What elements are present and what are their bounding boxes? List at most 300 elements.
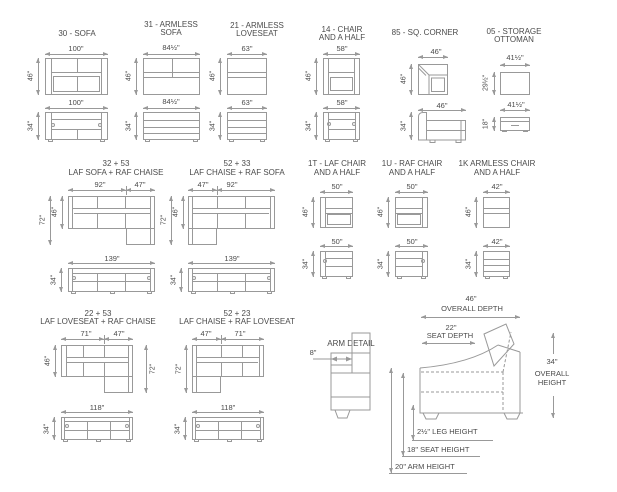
seat-line xyxy=(484,265,509,266)
laf-chaise-raf-sofa-w1-dim xyxy=(188,190,217,191)
divider-line xyxy=(172,59,173,77)
armless-loveseat-top-view xyxy=(227,58,267,95)
foot xyxy=(230,291,235,294)
raf-chair-front-height-dim xyxy=(388,251,389,277)
seat-line xyxy=(192,213,269,214)
foot xyxy=(145,139,150,142)
leg-height-dim xyxy=(413,405,414,440)
raf-chair-front-height-label: 34" xyxy=(377,258,385,270)
laf-chaise-raf-sofa-w2-dim xyxy=(217,190,275,191)
armless-sofa-top-view xyxy=(143,58,200,95)
laf-chair-top-width-dim xyxy=(320,192,353,193)
foot xyxy=(191,291,196,294)
laf-loveseat-raf-chaise-front-width-dim xyxy=(61,412,133,413)
arm-circle xyxy=(352,122,356,126)
chair-half-front-view xyxy=(323,112,360,140)
arm-detail-title: ARM DETAIL xyxy=(327,339,375,348)
laf-loveseat-raf-chaise-outer-depth-label: 72" xyxy=(149,363,157,375)
sq-corner-top-width-dim xyxy=(418,57,448,58)
divider-line xyxy=(242,346,243,357)
armless-chair-front-view xyxy=(483,251,510,277)
seat-line xyxy=(67,362,129,363)
laf-loveseat-raf-chaise-title-line1: 22 + 53 xyxy=(84,309,112,318)
armless-chair-front-width-dim xyxy=(483,246,510,247)
storage-ottoman-top-depth-dim xyxy=(494,72,495,95)
handle-line xyxy=(511,125,519,126)
laf-loveseat-raf-chaise-w2-dim xyxy=(104,339,133,340)
laf-chair-front-height-label: 34" xyxy=(302,258,310,270)
laf-chaise-raf-sofa-front-view xyxy=(188,268,275,292)
laf-chair-top-depth-label: 46" xyxy=(302,206,310,218)
seat-line xyxy=(192,281,272,282)
divider-line xyxy=(217,273,218,291)
foot xyxy=(346,276,351,279)
sofa-front-height-dim xyxy=(38,112,39,140)
divider-line xyxy=(125,197,126,208)
armless-loveseat-top-width-label: 63" xyxy=(241,44,253,53)
back-line xyxy=(325,208,352,209)
divider-line xyxy=(104,362,105,376)
laf-chaise-raf-loveseat-chaise-ext xyxy=(192,377,221,393)
sofa-front-width-dim xyxy=(45,108,108,109)
raf-chair-top-depth-label: 46" xyxy=(377,206,385,218)
divider-line xyxy=(97,273,98,291)
laf-loveseat-raf-chaise-inner-depth-dim xyxy=(55,345,56,377)
laf-chaise-raf-sofa-title-line1: 52 + 33 xyxy=(223,159,251,168)
overall-height-label-line1: OVERALL xyxy=(534,369,570,378)
laf-chaise-raf-sofa-front-height-label: 34" xyxy=(170,274,178,286)
sofa-front-width-label: 100" xyxy=(68,98,84,107)
foot xyxy=(353,139,358,142)
laf-chaise-raf-loveseat-front-width-label: 118" xyxy=(220,403,236,412)
chair-half-top-depth-dim xyxy=(316,58,317,95)
laf-chaise-raf-loveseat-front-height-label: 34" xyxy=(174,423,182,435)
armless-loveseat-top-depth-label: 46" xyxy=(209,70,217,82)
back-line xyxy=(64,421,130,422)
arm-circle xyxy=(147,276,151,280)
armless-sofa-front-width-label: 84½" xyxy=(162,97,180,106)
divider-line xyxy=(87,421,88,439)
armless-sofa-title-line1: 31 - ARMLESS xyxy=(144,20,198,29)
sofa-top-depth-dim xyxy=(38,58,39,95)
armless-chair-title-line1: 1K ARMLESS CHAIR xyxy=(458,159,536,168)
foot xyxy=(325,139,330,142)
chair-half-front-height-label: 34" xyxy=(305,120,313,132)
laf-chair-front-width-dim xyxy=(320,246,353,247)
laf-chaise-raf-sofa-front-width-dim xyxy=(188,263,275,264)
seat-line xyxy=(396,266,423,267)
laf-chair-title-line2: AND A HALF xyxy=(313,168,361,177)
back-line xyxy=(72,208,150,209)
foot xyxy=(229,139,234,142)
divider-line xyxy=(245,197,246,208)
storage-ottoman-top-depth-label: 29½" xyxy=(482,74,490,92)
laf-sofa-raf-chaise-title-line2: LAF SOFA + RAF CHAISE xyxy=(68,168,164,177)
arm-line xyxy=(192,229,193,244)
seat-line xyxy=(228,127,266,128)
storage-ottoman-top-view xyxy=(500,72,530,95)
raf-chair-front-width-label: 50" xyxy=(406,237,418,246)
arm-circle xyxy=(196,424,200,428)
seat-line xyxy=(195,430,261,431)
arm-circle xyxy=(65,424,69,428)
laf-chair-top-view xyxy=(320,197,353,228)
storage-ottoman-front-width-label: 41½" xyxy=(507,100,525,109)
laf-chaise-raf-sofa-outer-depth-dim xyxy=(171,196,172,245)
armless-loveseat-front-width-dim xyxy=(227,108,267,109)
overall-height-dim-upper xyxy=(553,333,554,354)
raf-chair-title-line2: AND A HALF xyxy=(388,168,436,177)
laf-chaise-raf-sofa-top-view xyxy=(188,196,275,229)
divider-line xyxy=(97,197,98,208)
laf-chaise-raf-loveseat-w2-dim xyxy=(221,339,264,340)
armless-chair-top-depth-label: 46" xyxy=(465,206,473,218)
arm-height-dim xyxy=(391,368,392,473)
divider-line xyxy=(77,129,78,139)
seat-line xyxy=(196,362,258,363)
storage-ottoman-front-height-label: 18" xyxy=(482,118,490,130)
back-line xyxy=(484,208,509,209)
arm-circle xyxy=(327,122,331,126)
armless-loveseat-title-line1: 21 - ARMLESS xyxy=(230,21,284,30)
armless-chair-top-width-label: 42" xyxy=(491,182,503,191)
armless-loveseat-top-depth-dim xyxy=(220,58,221,95)
foot xyxy=(421,276,426,279)
laf-chaise-raf-sofa-inner-depth-label: 46" xyxy=(172,206,180,218)
divider-line xyxy=(245,273,246,291)
rail-line xyxy=(484,271,509,272)
overall-height-label-line2: HEIGHT xyxy=(537,378,567,387)
laf-chair-front-view xyxy=(320,251,353,277)
storage-ottoman-title-line2: OTTOMAN xyxy=(494,35,534,44)
foot xyxy=(502,130,507,132)
arm-line xyxy=(196,377,197,392)
laf-chaise-raf-loveseat-w2-label: 71" xyxy=(234,329,246,338)
overall-height-value: 34" xyxy=(546,357,558,366)
foot xyxy=(147,291,152,294)
armless-sofa-front-view xyxy=(143,112,200,140)
foot xyxy=(523,130,528,132)
back-line xyxy=(72,273,152,274)
laf-loveseat-raf-chaise-w2-label: 47" xyxy=(113,329,125,338)
foot xyxy=(267,291,272,294)
armless-sofa-title-line2: SOFA xyxy=(160,28,182,37)
laf-chaise-raf-loveseat-w1-label: 47" xyxy=(200,329,212,338)
overall-depth-value: 46" xyxy=(465,294,477,303)
dim-tick xyxy=(126,186,127,195)
foot xyxy=(257,439,262,442)
dim-tick xyxy=(217,186,218,195)
laf-chaise-raf-sofa-title-line2: LAF CHAISE + RAF SOFA xyxy=(189,168,285,177)
storage-ottoman-top-width-label: 41½" xyxy=(506,53,524,62)
foot xyxy=(503,276,508,279)
laf-chair-front-width-label: 50" xyxy=(331,237,343,246)
seat-height-dim xyxy=(403,373,404,456)
laf-chaise-raf-sofa-w2-label: 92" xyxy=(226,180,238,189)
divider-line xyxy=(218,421,219,439)
seat-depth-value: 22" xyxy=(445,323,457,332)
armless-chair-front-height-dim xyxy=(476,251,477,277)
laf-loveseat-raf-chaise-top-view xyxy=(61,345,133,377)
armless-loveseat-front-view xyxy=(227,112,267,140)
arm-line xyxy=(355,113,356,139)
arm-line xyxy=(354,59,355,94)
chair-half-title-line1: 14 - CHAIR xyxy=(321,25,363,34)
back-line xyxy=(228,120,266,121)
divider-line xyxy=(217,213,218,228)
laf-sofa-raf-chaise-top-view xyxy=(68,196,155,229)
seat-line xyxy=(144,127,199,128)
laf-sofa-raf-chaise-front-height-dim xyxy=(61,268,62,292)
foot xyxy=(194,439,199,442)
armless-chair-front-height-label: 34" xyxy=(465,258,473,270)
laf-sofa-raf-chaise-outer-depth-label: 72" xyxy=(39,214,47,226)
sofa-top-view xyxy=(45,58,108,95)
laf-chaise-raf-loveseat-front-width-dim xyxy=(192,412,264,413)
cushion-box xyxy=(327,214,351,224)
back-line xyxy=(328,72,355,73)
sofa-front-view xyxy=(45,112,108,140)
laf-chair-top-depth-dim xyxy=(313,197,314,228)
arm-circle xyxy=(421,259,425,263)
foot xyxy=(96,439,101,442)
rail-line xyxy=(228,133,266,134)
seat-height-label: 18" SEAT HEIGHT xyxy=(407,445,470,454)
armless-chair-front-width-label: 42" xyxy=(491,237,503,246)
laf-loveseat-raf-chaise-w1-label: 71" xyxy=(80,329,92,338)
chair-half-top-depth-label: 46" xyxy=(305,70,313,82)
dim-tick xyxy=(221,335,222,344)
back-line xyxy=(396,208,423,209)
sq-corner-front-view xyxy=(418,112,466,144)
seat-line xyxy=(64,430,130,431)
back-line xyxy=(196,357,260,358)
laf-sofa-raf-chaise-outer-depth-dim xyxy=(50,196,51,245)
arm-line xyxy=(325,252,326,276)
foot xyxy=(63,439,68,442)
arm-detail-depth-label: 8" xyxy=(309,348,317,357)
armless-sofa-top-width-label: 84½" xyxy=(162,43,180,52)
sofa-top-depth-label: 46" xyxy=(27,70,35,82)
arm-detail-drawing xyxy=(305,331,375,423)
sq-corner-front-width-label: 46" xyxy=(436,101,448,110)
dim-tick xyxy=(104,335,105,344)
armless-loveseat-title-line2: LOVESEAT xyxy=(236,29,278,38)
laf-sofa-raf-chaise-title-line1: 32 + 53 xyxy=(102,159,130,168)
armless-chair-top-depth-dim xyxy=(476,197,477,228)
armless-sofa-front-height-dim xyxy=(136,112,137,140)
chair-half-top-width-dim xyxy=(323,54,360,55)
laf-loveseat-raf-chaise-chaise-ext xyxy=(104,377,133,393)
seat-line xyxy=(72,281,152,282)
raf-chair-title-line1: 1U - RAF CHAIR xyxy=(381,159,443,168)
armless-loveseat-front-width-label: 63" xyxy=(241,98,253,107)
sofa-title: 30 - SOFA xyxy=(58,29,96,38)
back-line xyxy=(51,72,102,73)
laf-chaise-raf-sofa-front-height-dim xyxy=(181,268,182,292)
laf-sofa-raf-chaise-front-view xyxy=(68,268,155,292)
laf-sofa-raf-chaise-front-width-label: 139" xyxy=(104,254,120,263)
storage-ottoman-front-height-dim xyxy=(494,117,495,131)
raf-chair-top-depth-dim xyxy=(388,197,389,228)
laf-sofa-raf-chaise-w1-label: 92" xyxy=(94,180,106,189)
laf-loveseat-raf-chaise-inner-depth-label: 46" xyxy=(44,355,52,367)
divider-line xyxy=(83,346,84,357)
laf-chair-top-width-label: 50" xyxy=(331,182,343,191)
sq-corner-front-height-dim xyxy=(411,112,412,140)
sofa-front-height-label: 34" xyxy=(27,120,35,132)
seam-line xyxy=(501,121,529,122)
rail-line xyxy=(144,133,199,134)
laf-sofa-raf-chaise-front-height-label: 34" xyxy=(50,274,58,286)
foot xyxy=(48,139,53,142)
laf-loveseat-raf-chaise-front-view xyxy=(61,417,133,440)
back-line xyxy=(325,258,352,259)
laf-loveseat-raf-chaise-front-height-label: 34" xyxy=(43,423,51,435)
arm-circle xyxy=(192,276,196,280)
laf-loveseat-raf-chaise-title-line2: LAF LOVESEAT + RAF CHAISE xyxy=(40,317,156,326)
sofa-top-width-dim xyxy=(45,54,108,55)
chair-half-front-width-dim xyxy=(323,108,360,109)
divider-line xyxy=(97,213,98,228)
laf-sofa-raf-chaise-w1-dim xyxy=(68,190,126,191)
laf-chaise-raf-loveseat-front-height-dim xyxy=(185,417,186,440)
seat-line xyxy=(228,77,266,78)
laf-sofa-raf-chaise-inner-depth-label: 46" xyxy=(51,206,59,218)
divider-line xyxy=(242,362,243,376)
laf-chaise-raf-loveseat-front-view xyxy=(192,417,264,440)
raf-chair-top-width-label: 50" xyxy=(406,182,418,191)
divider-line xyxy=(245,213,246,228)
storage-ottoman-top-width-dim xyxy=(500,65,530,66)
back-line xyxy=(192,273,272,274)
divider-line xyxy=(104,346,105,357)
sq-corner-top-depth-dim xyxy=(411,64,412,95)
armless-sofa-top-depth-dim xyxy=(136,58,137,95)
cushion-box xyxy=(330,77,354,90)
laf-chaise-raf-loveseat-title-line2: LAF CHAISE + RAF LOVESEAT xyxy=(179,317,295,326)
arm-circle xyxy=(98,123,102,127)
armless-sofa-front-width-dim xyxy=(143,108,200,109)
armless-sofa-top-width-dim xyxy=(143,54,200,55)
arm-circle xyxy=(267,276,271,280)
laf-sofa-raf-chaise-front-width-dim xyxy=(68,263,155,264)
laf-sofa-raf-chaise-w2-label: 47" xyxy=(134,180,146,189)
laf-chaise-raf-loveseat-outer-depth-dim xyxy=(186,345,187,393)
chair-half-front-width-label: 58" xyxy=(336,98,348,107)
laf-sofa-raf-chaise-chaise-ext xyxy=(126,229,155,245)
laf-loveseat-raf-chaise-w1-dim xyxy=(61,339,104,340)
foot xyxy=(227,439,232,442)
laf-chair-front-height-dim xyxy=(313,251,314,277)
laf-loveseat-raf-chaise-front-width-label: 118" xyxy=(89,403,105,412)
foot xyxy=(322,276,327,279)
laf-sofa-raf-chaise-inner-depth-dim xyxy=(62,196,63,229)
chair-half-title-line2: AND A HALF xyxy=(318,33,366,42)
back-line xyxy=(51,119,102,120)
overall-depth-label: OVERALL DEPTH xyxy=(441,304,503,313)
divider-line xyxy=(221,362,222,376)
divider-line xyxy=(221,346,222,357)
sq-corner-front-height-label: 34" xyxy=(400,120,408,132)
arm-line xyxy=(270,197,271,228)
seat-line xyxy=(325,266,352,267)
arm-line xyxy=(422,252,423,276)
divider-line xyxy=(77,59,78,72)
storage-ottoman-title-line1: 05 - STORAGE xyxy=(486,27,542,36)
armless-chair-top-width-dim xyxy=(483,192,510,193)
back-line xyxy=(66,357,130,358)
laf-chaise-raf-sofa-inner-depth-dim xyxy=(183,196,184,229)
sq-corner-top-depth-label: 46" xyxy=(400,73,408,85)
armless-sofa-front-height-label: 34" xyxy=(125,120,133,132)
laf-chaise-raf-loveseat-w1-dim xyxy=(192,339,221,340)
arm-line xyxy=(259,346,260,376)
leg-height-label: 2½" LEG HEIGHT xyxy=(417,427,478,436)
sq-corner-top-width-label: 46" xyxy=(430,47,442,56)
sq-corner-top-view xyxy=(418,64,448,95)
armless-sofa-top-depth-label: 46" xyxy=(125,70,133,82)
laf-chaise-raf-sofa-front-width-label: 139" xyxy=(224,254,240,263)
foot xyxy=(397,276,402,279)
foot xyxy=(485,276,490,279)
foot xyxy=(110,291,115,294)
arm-circle xyxy=(51,123,55,127)
foot xyxy=(100,139,105,142)
overall-height-dim-lower xyxy=(553,396,554,418)
armless-chair-title-line2: AND A HALF xyxy=(473,168,521,177)
seat-line xyxy=(484,213,509,214)
divider-line xyxy=(217,197,218,208)
divider-line xyxy=(125,273,126,291)
storage-ottoman-front-width-dim xyxy=(500,110,530,111)
sq-corner-title: 85 - SQ. CORNER xyxy=(391,28,459,37)
raf-chair-front-view xyxy=(395,251,428,277)
arm-line xyxy=(150,229,151,244)
laf-chaise-raf-loveseat-title-line1: 52 + 23 xyxy=(223,309,251,318)
storage-ottoman-front-view xyxy=(500,117,530,131)
back-line xyxy=(192,208,270,209)
foot xyxy=(260,139,265,142)
seat-height-underline xyxy=(402,456,480,457)
arm-circle xyxy=(323,259,327,263)
laf-chaise-raf-sofa-outer-depth-label: 72" xyxy=(160,214,168,226)
arm-line xyxy=(101,59,102,94)
seat-line xyxy=(144,77,199,78)
raf-chair-front-width-dim xyxy=(395,246,428,247)
laf-chair-title-line1: 1T - LAF CHAIR xyxy=(307,159,367,168)
laf-chaise-raf-sofa-chaise-ext xyxy=(188,229,217,245)
laf-loveseat-raf-chaise-front-height-dim xyxy=(54,417,55,440)
raf-chair-top-view xyxy=(395,197,428,228)
back-line xyxy=(144,120,199,121)
arm-circle xyxy=(72,276,76,280)
foot xyxy=(193,139,198,142)
foot xyxy=(126,439,131,442)
divider-line xyxy=(83,362,84,376)
chair-half-top-width-label: 58" xyxy=(336,44,348,53)
raf-chair-top-width-dim xyxy=(395,192,428,193)
chair-half-front-height-dim xyxy=(316,112,317,140)
sofa-top-width-label: 100" xyxy=(68,44,84,53)
sq-corner-front-width-dim xyxy=(418,110,466,111)
divider-line xyxy=(241,421,242,439)
back-line xyxy=(228,72,266,73)
back-line xyxy=(328,119,356,120)
laf-chaise-raf-loveseat-outer-depth-label: 72" xyxy=(175,363,183,375)
laf-loveseat-raf-chaise-outer-depth-dim xyxy=(146,345,147,393)
laf-chaise-raf-sofa-w1-label: 47" xyxy=(197,180,209,189)
